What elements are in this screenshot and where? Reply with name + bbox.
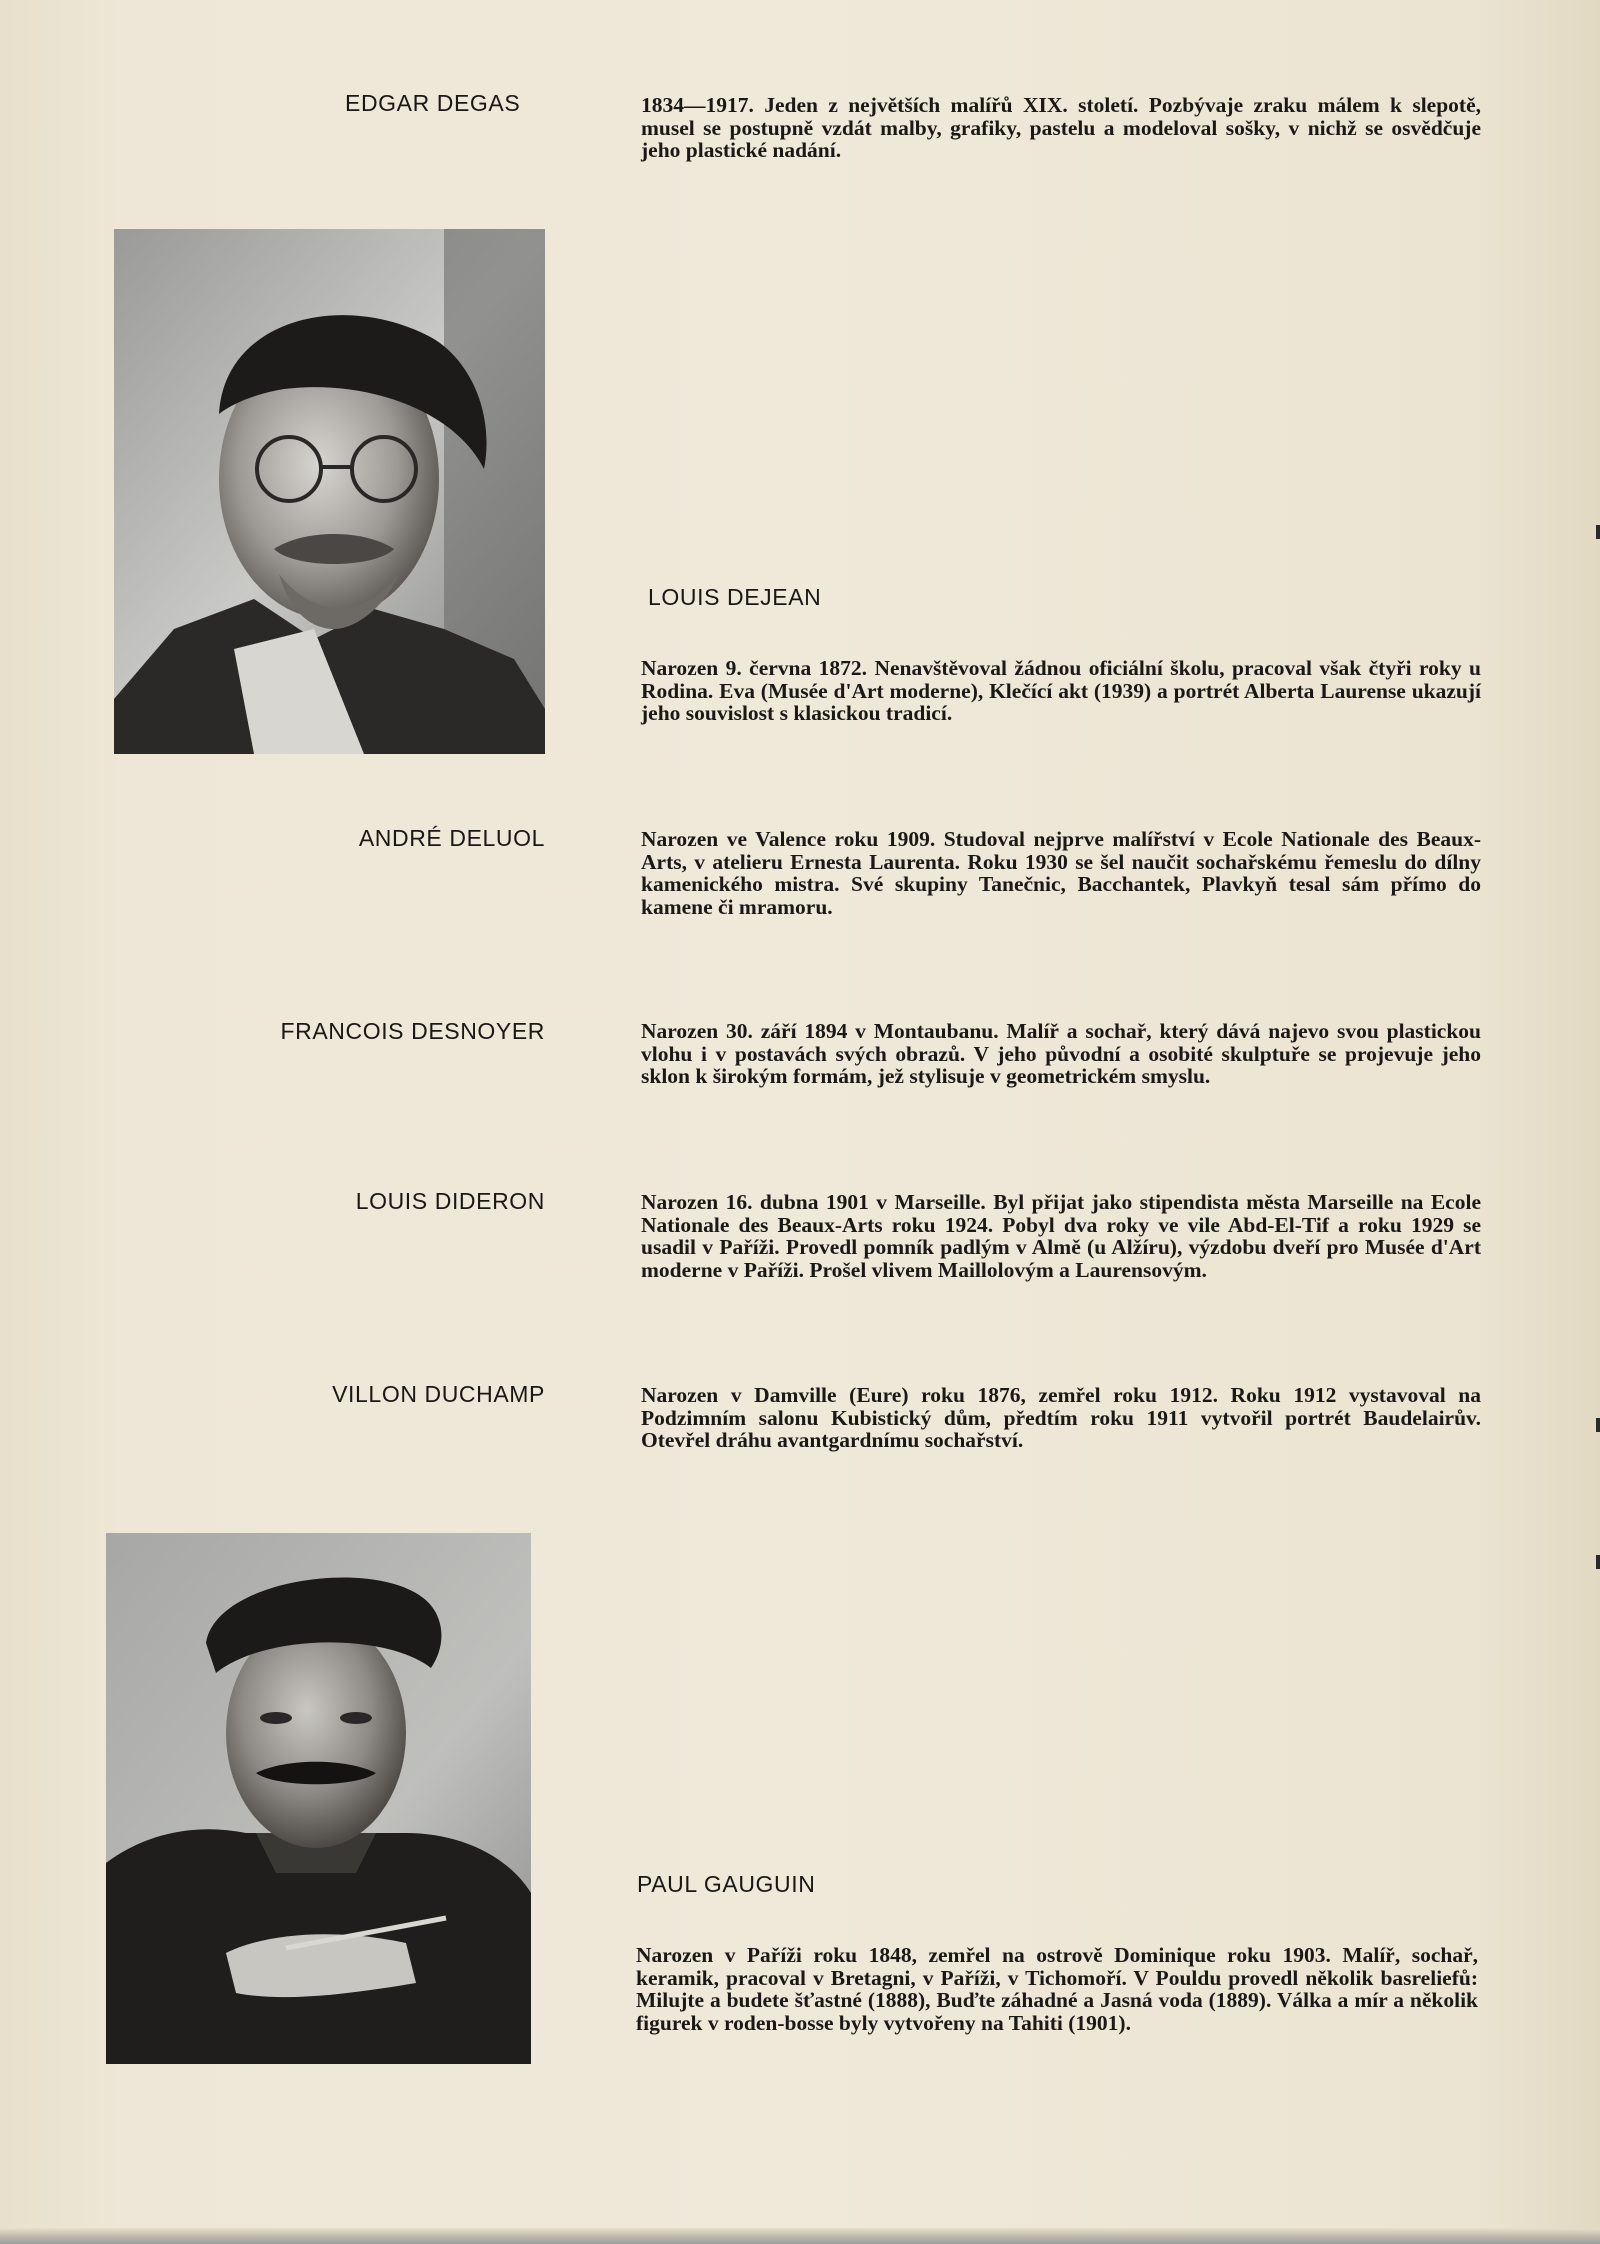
portrait-photo-2 xyxy=(106,1533,531,2064)
entry-name-gauguin: PAUL GAUGUIN xyxy=(637,1871,816,1897)
portrait-photo-1 xyxy=(114,229,545,754)
entry-bio-deluol: Narozen ve Valence roku 1909. Studoval nejprve malířství v Ecole Nationale des Beaux-Arts, v atelieru Ernesta Laurenta. Roku 1930 se šel naučit sochařskému řemeslu do dílny kamenického mistra. Své skupiny Tanečnic, Bacchantek, Plavkyň tesal sám přímo do kamene či mramoru. xyxy=(641,827,1481,919)
bottom-scan-edge xyxy=(0,2228,1600,2244)
entry-bio-dejean: Narozen 9. června 1872. Nenavštěvoval žádnou oficiální školu, pracoval však čtyři roky u Rodina. Eva (Musée d'Art moderne), Klečící akt (1939) a portrét Alberta Laurense ukazují jeho souvislost s klasickou tradicí. xyxy=(641,656,1481,725)
portrait-photo-2-image xyxy=(106,1533,531,2064)
entry-name-deluol: ANDRÉ DELUOL xyxy=(358,825,545,851)
entry-name-degas: EDGAR DEGAS xyxy=(345,90,521,116)
entry-name-desnoyer: FRANCOIS DESNOYER xyxy=(280,1018,545,1044)
edge-mark xyxy=(1596,1555,1600,1569)
entry-name-dideron: LOUIS DIDERON xyxy=(355,1188,545,1214)
edge-mark xyxy=(1596,525,1600,539)
entry-name-duchamp: VILLON DUCHAMP xyxy=(332,1381,545,1407)
edge-mark xyxy=(1596,1418,1600,1432)
entry-bio-dideron: Narozen 16. dubna 1901 v Marseille. Byl přijat jako stipendista města Marseille na Ecole Nationale des Beaux-Arts roku 1924. Pobyl dva roky ve vile Abd-El-Tif a roku 1929 se usadil v Paříži. Provedl pomník padlým v Almě (u Alžíru), výzdobu dveří pro Musée d'Art moderne v Paříži. Prošel vlivem Maillolovým a Laurensovým. xyxy=(641,1190,1481,1282)
entry-bio-gauguin: Narozen v Paříži roku 1848, zemřel na ostrově Dominique roku 1903. Malíř, sochař, keramik, pracoval v Bretagni, v Paříži, v Tichomoří. V Pouldu provedl několik basreliefů: Milujte a budete šťastné (1888), Buďte záhadné a Jasná voda (1889). Válka a mír a několik figurek v roden-bosse byly vytvořeny na Tahiti (1901). xyxy=(636,1943,1478,2035)
entry-bio-degas: 1834—1917. Jeden z největších malířů XIX. století. Pozbývaje zraku málem k slepotě, musel se postupně vzdát malby, grafiky, pastelu a modeloval sošky, v nichž se osvědčuje jeho plastické nadání. xyxy=(641,93,1481,162)
portrait-photo-1-image xyxy=(114,229,545,754)
entry-bio-desnoyer: Narozen 30. září 1894 v Montaubanu. Malíř a sochař, který dává najevo svou plastickou vlohu i v postavách svých obrazů. V jeho původní a osobité skulptuře se projevuje jeho sklon k širokým formám, jež stylisuje v geometrickém smyslu. xyxy=(641,1019,1481,1088)
entry-name-dejean: LOUIS DEJEAN xyxy=(648,584,822,610)
entry-bio-duchamp: Narozen v Damville (Eure) roku 1876, zemřel roku 1912. Roku 1912 vystavoval na Podzimním salonu Kubistický dům, předtím roku 1911 vytvořil portrét Baudelairův. Otevřel dráhu avantgardnímu sochařství. xyxy=(641,1383,1481,1452)
